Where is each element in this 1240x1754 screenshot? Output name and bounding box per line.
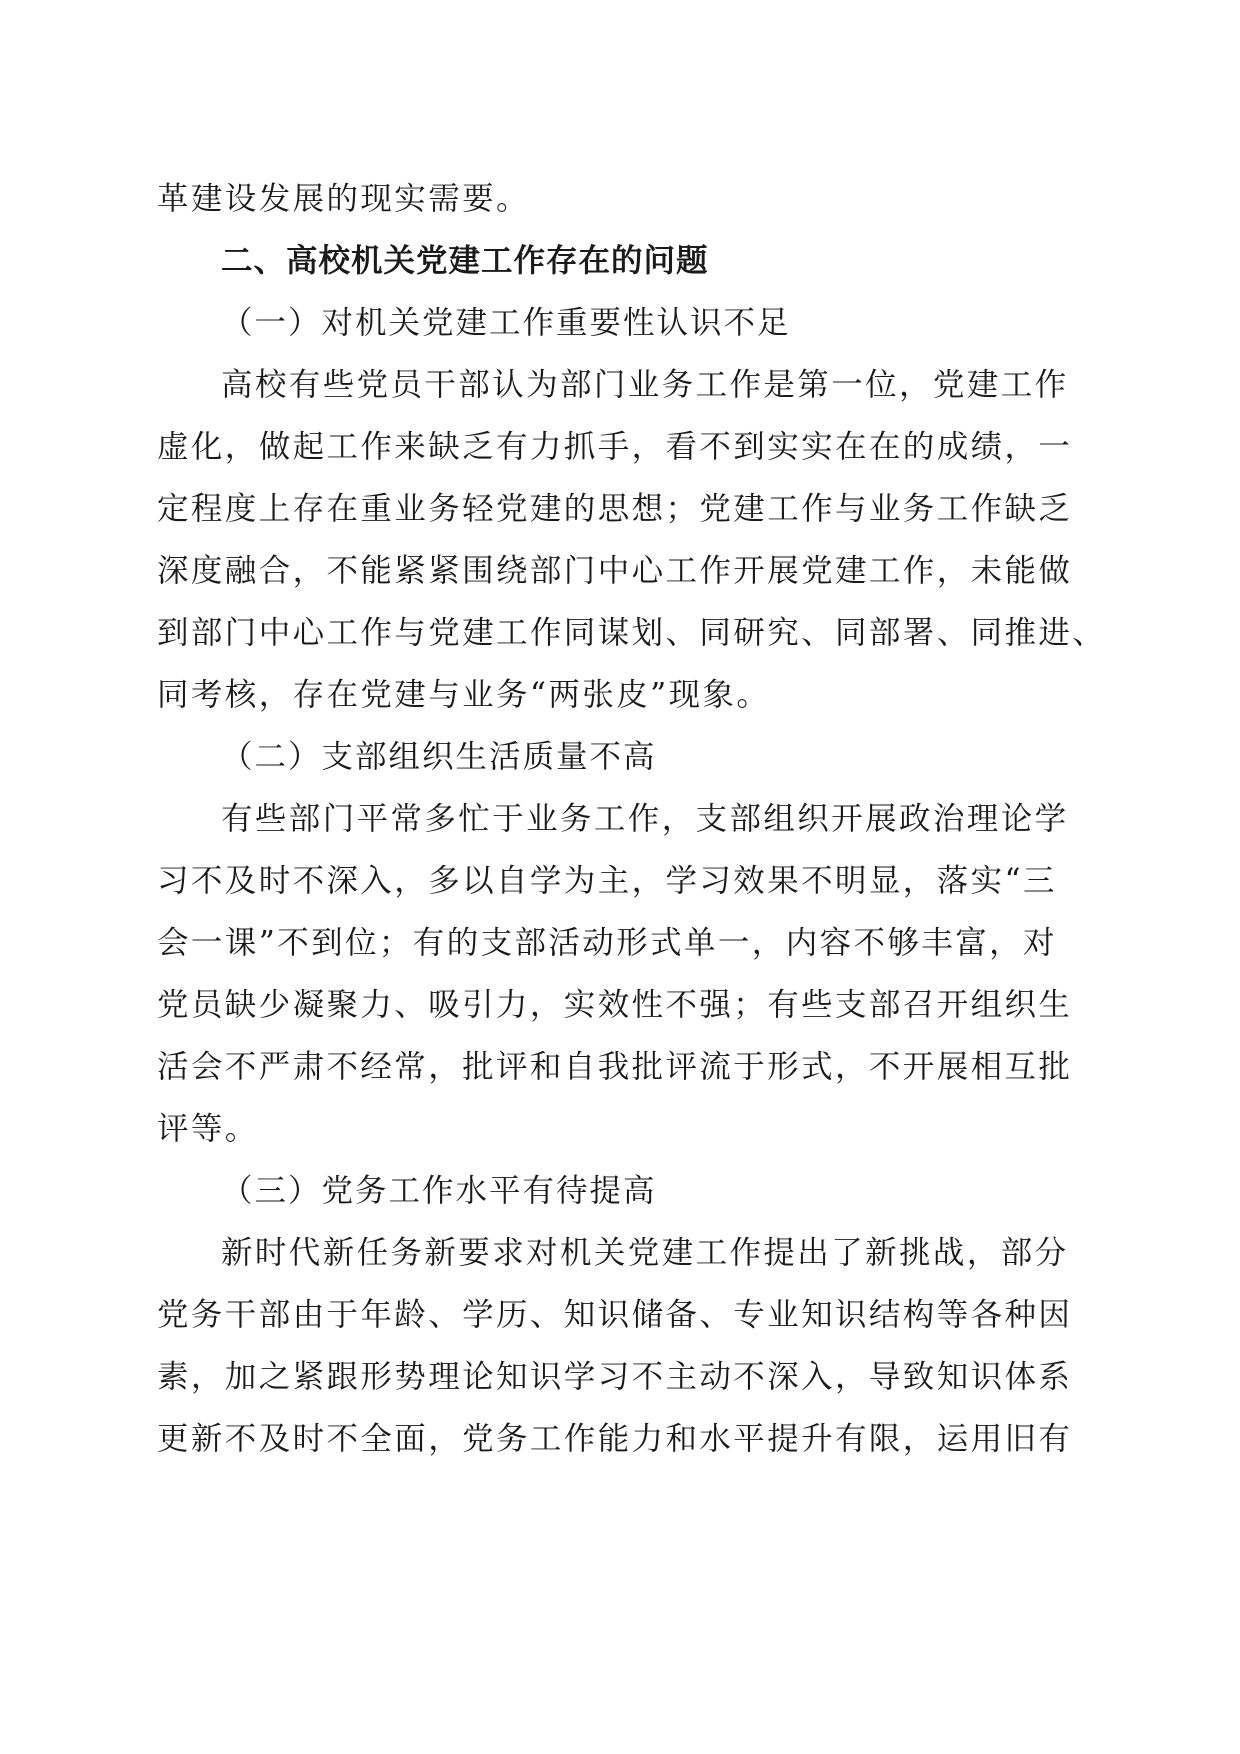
paragraph-line: 深度融合，不能紧紧围绕部门中心工作开展党建工作，未能做 bbox=[157, 553, 1073, 589]
subsection-heading: （一）对机关党建工作重要性认识不足 bbox=[221, 305, 791, 341]
document-page bbox=[157, 168, 1107, 1470]
paragraph-line: 有些部门平常多忙于业务工作，支部组织开展政治理论学 bbox=[221, 801, 1069, 837]
paragraph-line: 活会不严肃不经常，批评和自我批评流于形式，不开展相互批 bbox=[157, 1049, 1073, 1085]
paragraph-line: 党员缺少凝聚力、吸引力，实效性不强；有些支部召开组织生 bbox=[157, 987, 1073, 1023]
paragraph-line: 更新不及时不全面，党务工作能力和水平提升有限，运用旧有 bbox=[157, 1421, 1073, 1457]
subsection-heading: （二）支部组织生活质量不高 bbox=[221, 739, 657, 775]
paragraph-line: 高校有些党员干部认为部门业务工作是第一位，党建工作 bbox=[221, 367, 1069, 403]
paragraph-line: 虚化，做起工作来缺乏有力抓手，看不到实实在在的成绩，一 bbox=[157, 429, 1073, 465]
paragraph-line: 定程度上存在重业务轻党建的思想；党建工作与业务工作缺乏 bbox=[157, 491, 1073, 527]
paragraph-line: 习不及时不深入，多以自学为主，学习效果不明显，落实“三 bbox=[157, 863, 1057, 899]
subsection-heading: （三）党务工作水平有待提高 bbox=[221, 1173, 657, 1209]
paragraph-line: 同考核，存在党建与业务“两张皮”现象。 bbox=[157, 677, 771, 713]
paragraph-line: 会一课”不到位；有的支部活动形式单一，内容不够丰富，对 bbox=[157, 925, 1057, 961]
paragraph-line: 革建设发展的现实需要。 bbox=[157, 181, 530, 217]
paragraph-line: 党务干部由于年龄、学历、知识储备、专业知识结构等各种因 bbox=[157, 1297, 1073, 1333]
section-heading: 二、高校机关党建工作存在的问题 bbox=[221, 243, 709, 279]
paragraph-line: 到部门中心工作与党建工作同谋划、同研究、同部署、同推进、 bbox=[157, 615, 1107, 651]
paragraph-line: 素，加之紧跟形势理论知识学习不主动不深入，导致知识体系 bbox=[157, 1359, 1073, 1395]
paragraph-line: 评等。 bbox=[157, 1111, 259, 1147]
paragraph-line: 新时代新任务新要求对机关党建工作提出了新挑战，部分 bbox=[221, 1235, 1069, 1271]
